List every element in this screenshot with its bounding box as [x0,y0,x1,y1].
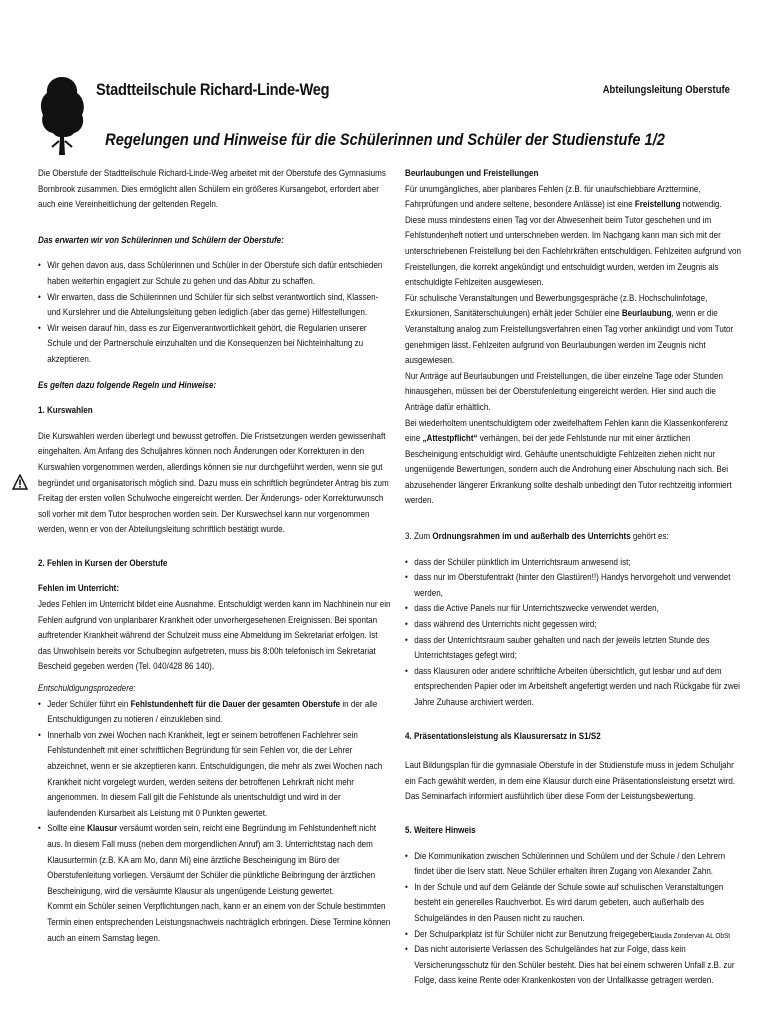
warning-triangle-icon [12,474,28,496]
school-name: Stadtteilschule Richard-Linde-Weg [96,80,330,99]
signature: Claudia Zondervan AL ObSt [650,931,731,940]
list-item: • dass während des Unterrichts nicht gegessen wird; [405,617,741,633]
section-2-subheading: Fehlen im Unterricht: [38,583,120,595]
list-item: • Wir erwarten, dass die Schülerinnen und Schüler für sich selbst verantwortlich sind, Klassen- und Kurslehrer und die Abteilungsleitung geben lediglich (aber das gerne) Hilfestellungen. [38,290,391,321]
section-5-heading: 5. Weitere Hinweis [405,824,476,836]
department-label: Abteilungsleitung Oberstufe [602,84,730,96]
list-item: • Innerhalb von zwei Wochen nach Krankheit, legt er seinem betroffenen Fachlehrer sein Fehlstundenheft mit einer schriftlichen Begründung für sein Fehlen vor, die der Lehrer abzeichnet, wenn er sie akzeptieren kann. Entschuldigungen, die mehr als zwei Wochen nach Krankheit nicht vorgelegt wurden, werden seitens der betroffenen Lehrkraft nicht mehr angenommen. In diesem Fall gilt die Fehlstunde als unentschuldigt und wird in der laufendenden Kursarbeit als Leistung mit 0 Punkten gewertet. [38,728,391,822]
list-item: • Wir weisen darauf hin, dass es zur Eigenverantwortlichkeit gehört, die Regularien unserer Schule und der Partnerschule einzuhalten und die Konsequenzen bei Nichteinhaltung zu akzeptieren. [38,321,391,368]
list-item: • In der Schule und auf dem Gelände der Schule sowie auf schulischen Veranstaltungen besteht ein generelles Rauchverbot. Es wird darum gebeten, auch außerhalb des Schulgeländes in den Pausen nicht zu rauchen. [405,880,741,927]
expectations-list [38,258,391,367]
list-item: • dass der Unterrichtsraum sauber gehalten und nach der jeweils letzten Stunde des Unterrichtstages gefegt wird; [405,633,741,664]
excuse-procedure-heading: Entschuldigungsprozedere: [38,683,136,695]
list-item: • dass die Active Panels nur für Unterrichtszwecke verwendet werden, [405,601,741,617]
section-4-text: Laut Bildungsplan für die gymnasiale Oberstufe in der Studienstufe muss in jedem Schuljahr ein Fach gewählt werden, in dem eine Klausur durch eine Präsentationsleistung ersetzt wird. Das Seminarfach informiert ausführlich über diese Form der Leistungsbewertung. [405,760,736,803]
section-3-heading: 3. Zum Ordnungsrahmen im und außerhalb des Unterrichts gehört es: [405,531,669,543]
leave-paragraph-4: Bei wiederholtem unentschuldigtem oder zweifelhaftem Fehlen kann die Klassenkonferenz eine „Attestpflicht“ verhängen, bei der jede Fehlstunde nur mit einer ärztlichen Bescheinigung entschuldigt wird. Gehäufte unentschuldigte Fehlzeiten ziehen nicht nur ungenügende Bewertungen, sondern auch die Androhung einer Abschulung nach sich. Bei abzusehender längerer Erkrankung sollte deshalb unbedingt den Tutor rechtzeitig informiert werden. [405,417,732,507]
list-item: • Sollte eine Klausur versäumt worden sein, reicht eine Begründung im Fehlstundenheft nicht aus. In diesem Fall muss (neben dem morgendlichen Anruf) am 3. Unterrichtstag nach dem Klausurtermin (z.B. KA am Mo, dann Mi) eine ärztliche Bescheinigung im Büro der Oberstufenleitung vorliegen. Versäumt der Schüler die pünktliche Beibringung der ärztlichen Bescheinigung, wird die versäumte Klausur als ungenügende Leistung gewertet. Kommt ein Schüler seinen Verpflichtungen nach, kann er an einem von der Schule bestimmten Termin einen entsprechenden Leistungsnachweis nachträglich erbringen. Diese Termine können auch an einem Samstag liegen. [38,821,391,946]
intro-paragraph: Die Oberstufe der Stadtteilschule Richard-Linde-Weg arbeitet mit der Oberstufe des Gymnasiums Bornbrook zusammen. Dies ermöglicht allen Schülern ein größeres Kursangebot, erfordert aber auch eine Vereinheitlichung der geltenden Regeln. [38,168,386,211]
leave-paragraph-1: Für unumgängliches, aber planbares Fehlen (z.B. für unaufschiebbare Arzttermine, Fahrprüfungen und andere seltene, besondere Anlässe) ist eine Freistellung notwendig. Diese muss mindestens einen Tag vor der Abwesenheit beim Tutor geschehen und im Fehlstundenheft notiert und unterschrieben werden. Im Nachgang kann man sich mit der unterschriebenen Freistellung bei den Fachlehrkräften entschuldigen. Fehlzeiten aufgrund von Freistellungen, die korrekt angekündigt und entschuldigt wurden, werden im Zeugnis als entschuldigte Fehlzeiten ausgewiesen. [405,183,741,289]
section-4-heading: 4. Präsentationsleistung als Klausurersatz in S1/S2 [405,730,601,742]
list-item: • Der Schulparkplatz ist für Schüler nicht zur Benutzung freigegeben. [405,927,741,943]
section-1-text: Die Kurswahlen werden überlegt und bewusst getroffen. Die Fristsetzungen werden gewissenhaft eingehalten. Am Anfang des Schuljahres können noch Änderungen oder Korrekturen in den Kurswahlen vorgenommen werden, allerdings können sie nur durchgeführt werden, wenn sie gut begründet und organisatorisch möglich sind. Dazu muss ein schriftlich begründeter Antrag bis zum Freitag der ersten vollen Schulwoche eingereicht werden. Der Änderungs- oder Korrekturwunsch soll vorher mit dem Tutor besprochen worden sein. Der Kurswechsel kann nur vorgenommen werden, wenn er von der Abteilungsleitung schriftlich bestätigt wurde. [38,430,389,536]
expectations-heading: Das erwarten wir von Schülerinnen und Schülern der Oberstufe: [38,234,284,246]
section-5-list [405,849,741,989]
list-item: • Wir gehen davon aus, dass Schülerinnen und Schüler in der Oberstufe sich dafür entschieden haben weiterhin engagiert zur Schule zu gehen und das Abitur zu schaffen. [38,258,391,289]
list-item: • Jeder Schüler führt ein Fehlstundenheft für die Dauer der gesamten Oberstufe in der alle Entschuldigungen zu notieren / einzukleben sind. [38,697,391,728]
right-column [405,166,741,989]
list-item: • Das nicht autorisierte Verlassen des Schulgeländes hat zur Folge, dass kein Versicherungsschutz für den Schüler besteht. Dies hat bei einem schweren Unfall z.B. zur Folge, dass keine Rente oder Krankenkosten von der Unfallkasse getragen werden. [405,942,741,989]
rules-heading: Es gelten dazu folgende Regeln und Hinweise: [38,379,217,391]
list-item: • dass nur im Oberstufentrakt (hinter den Glastüren!!) Handys hervorgeholt und verwendet werden, [405,570,741,601]
list-item: • Die Kommunikation zwischen Schülerinnen und Schülern und der Schule / den Lehrern findet über die Iserv statt. Neue Schüler erhalten ihren Zugang von Alexander Zahn. [405,849,741,880]
section-1-heading: 1. Kurswahlen [38,405,93,417]
leave-paragraph-2: Für schulische Veranstaltungen und Bewerbungsgespräche (z.B. Hochschulinfotage, Exkursionen, Sanitäterschulungen) erhält jeder Schüler eine Beurlaubung, wenn er die Veranstaltung analog zum Freistellungsverfahren einen Tag vorher ankündigt und vom Tutor genehmigen lässt. Fehlzeiten aufgrund von Beurlaubungen werden im Zeugnis nicht ausgewiesen. [405,292,734,367]
list-item: • dass der Schüler pünktlich im Unterrichtsraum anwesend ist; [405,555,741,571]
left-column [38,166,391,946]
section-2-text: Jedes Fehlen im Unterricht bildet eine Ausnahme. Entschuldigt werden kann im Nachhinein nur ein Fehlen aufgrund von unplanbarer Krankheit oder unvorhergesehenen Ereignissen. Bei spontan auftretender Krankheit während der Schulzeit muss eine Abmeldung im Sekretariat erfolgen. Ist das Unwohlsein bereits vor Schulbeginn aufgetreten, muss bis 8:00h telefonisch im Sekretariat Bescheid gegeben werden (Tel. 040/428 86 140). [38,599,391,673]
section-3-list [405,555,741,711]
section-2-heading: 2. Fehlen in Kursen der Oberstufe [38,557,168,569]
leave-heading: Beurlaubungen und Freistellungen [405,168,539,179]
document-title: Regelungen und Hinweise für die Schülerinnen und Schüler der Studienstufe 1/2 [105,130,665,149]
list-item: • dass Klausuren oder andere schriftliche Arbeiten übersichtlich, gut lesbar und auf dem entsprechenden Papier oder im Arbeitsheft angefertigt werden und nach Rückgabe für zwei Jahre Zuhause archiviert werden. [405,664,741,711]
leave-paragraph-3: Nur Anträge auf Beurlaubungen und Freistellungen, die über einzelne Tage oder Stunden hinausgehen, müssen bei der Oberstufenleitung eingereicht werden. Hier sind auch die Anträge dafür erhältlich. [405,370,723,413]
excuse-procedure-list [38,697,391,947]
